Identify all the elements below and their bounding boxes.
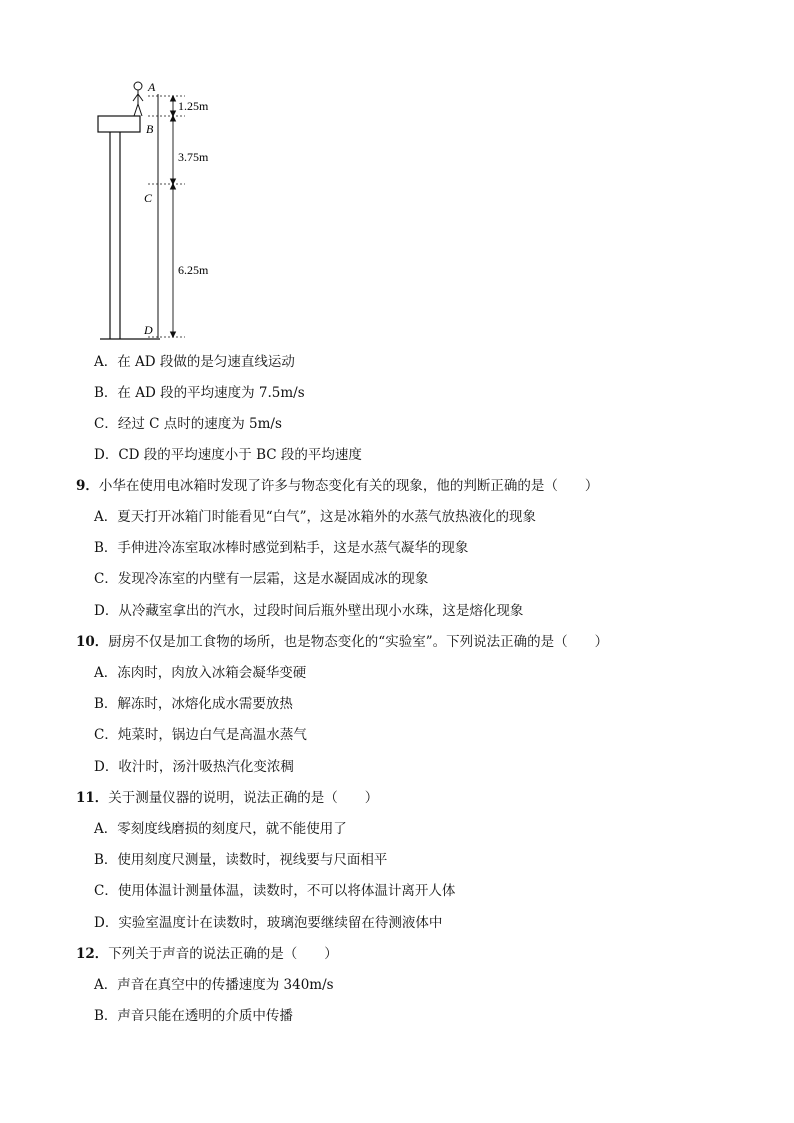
q10-option-d: D．收汁时，汤汁吸热汽化变浓稠	[94, 759, 294, 775]
q9-option-d: D．从冷藏室拿出的汽水，过段时间后瓶外壁出现小水珠，这是熔化现象	[94, 603, 524, 619]
dim-ab: 1.25m	[178, 99, 209, 113]
q11-option-c: C．使用体温计测量体温，读数时，不可以将体温计离开人体	[94, 883, 456, 899]
label-a: A	[148, 80, 156, 94]
diving-tower-figure	[90, 76, 250, 344]
diving-tower-diagram	[90, 76, 250, 344]
q9-option-c: C．发现冷冻室的内壁有一层霜，这是水凝固成冰的现象	[94, 571, 429, 587]
q9-option-a: A．夏天打开冰箱门时能看见“白气”，这是冰箱外的水蒸气放热液化的现象	[94, 509, 537, 525]
q9-option-b: B．手伸进冷冻室取冰棒时感觉到粘手，这是水蒸气凝华的现象	[94, 540, 469, 556]
q8-option-a: A．在 AD 段做的是匀速直线运动	[94, 354, 295, 370]
q11-option-b: B．使用刻度尺测量，读数时，视线要与尺面相平	[94, 852, 388, 868]
q12-option-a: A．声音在真空中的传播速度为 340m/s	[94, 977, 334, 993]
label-c: C	[144, 191, 153, 205]
person-icon	[133, 82, 143, 116]
q11-option-d: D．实验室温度计在读数时，玻璃泡要继续留在待测液体中	[94, 915, 443, 931]
dim-bc: 3.75m	[178, 150, 209, 164]
dim-cd: 6.25m	[178, 263, 209, 277]
label-b: B	[146, 122, 154, 136]
q12-option-b: B．声音只能在透明的介质中传播	[94, 1008, 293, 1024]
q10-option-b: B．解冻时，冰熔化成水需要放热	[94, 696, 293, 712]
q10-option-c: C．炖菜时，锅边白气是高温水蒸气	[94, 727, 307, 743]
q8-option-d: D．CD 段的平均速度小于 BC 段的平均速度	[94, 447, 362, 463]
q9-stem: 9．小华在使用电冰箱时发现了许多与物态变化有关的现象，他的判断正确的是（ ）	[76, 478, 599, 494]
q10-stem: 10．厨房不仅是加工食物的场所，也是物态变化的“实验室”。下列说法正确的是（ ）	[76, 634, 609, 650]
q12-stem: 12．下列关于声音的说法正确的是（ ）	[76, 946, 338, 962]
q11-option-a: A．零刻度线磨损的刻度尺，就不能使用了	[94, 821, 347, 837]
q8-option-c: C．经过 C 点时的速度为 5m/s	[94, 416, 282, 432]
q11-stem: 11．关于测量仪器的说明，说法正确的是（ ）	[76, 790, 379, 806]
q10-option-a: A．冻肉时，肉放入冰箱会凝华变硬	[94, 665, 307, 681]
q8-option-b: B．在 AD 段的平均速度为 7.5m/s	[94, 385, 305, 401]
label-d: D	[144, 323, 153, 337]
